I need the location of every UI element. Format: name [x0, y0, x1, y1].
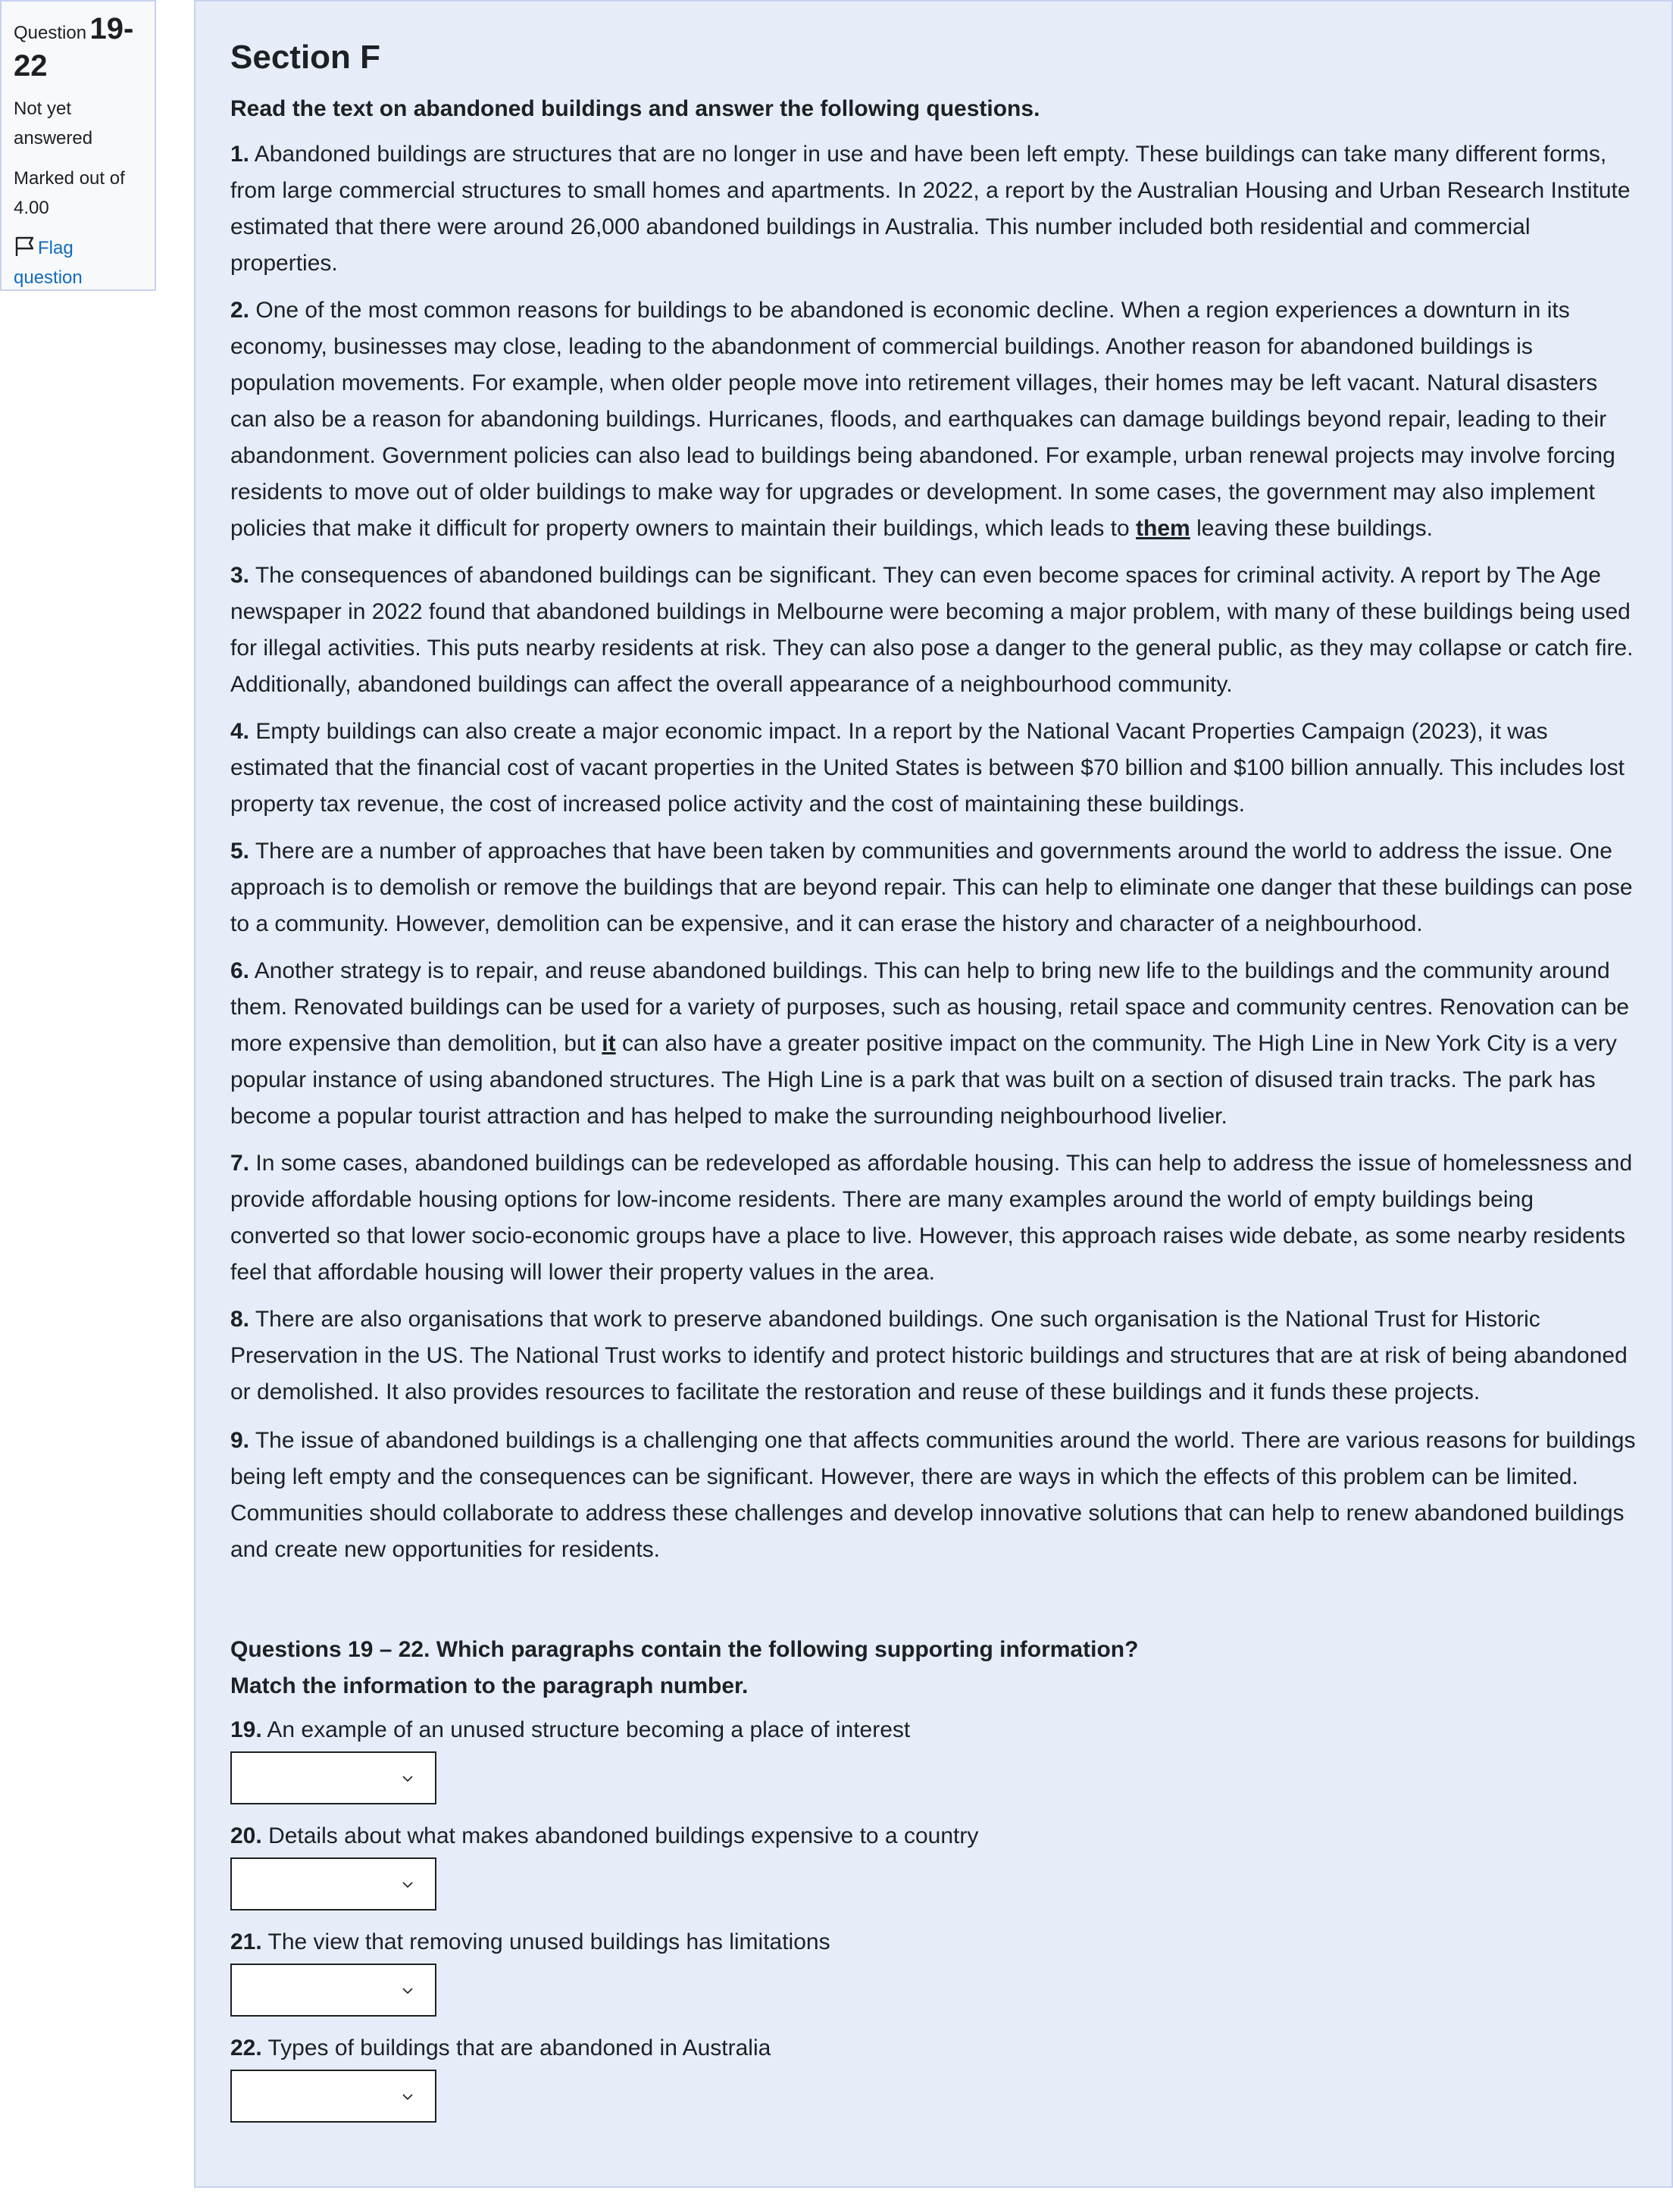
answer-select-19[interactable]: [230, 1751, 436, 1804]
section-title: Section F: [230, 39, 381, 76]
paragraph-text: There are also organisations that work to preserve abandoned buildings. One such organisation is the National Trust for Historic Preservation in the US. The National Trust works to identify and protect historic buildings and structures that are at risk of being abandoned or demolished. It also provides resources to facilitate the restoration and reuse of these buildings and it funds these projects.: [230, 1307, 1628, 1404]
paragraph-5: [230, 833, 1637, 942]
paragraph-1: [230, 136, 1637, 282]
question-text: The view that removing unused buildings has limitations: [267, 1929, 830, 1954]
question-prompt: [230, 1818, 1637, 1854]
paragraph-text: The consequences of abandoned buildings can be significant. They can even become spaces for criminal activity. A report by The Age newspaper in 2022 found that abandoned buildings in Melbourne were becoming a major problem, with many of these buildings being used for illegal activities. This puts nearby residents at risk. They can also pose a danger to the general public, as they may collapse or catch fire. Additionally, abandoned buildings can affect the overall appearance of a neighbourhood community.: [230, 563, 1634, 697]
paragraph-text: In some cases, abandoned buildings can be redeveloped as affordable housing. This can help to address the issue of homelessness and provide affordable housing options for low-income residents. There are many examples around the world of empty buildings being converted so that lower socio-economic groups have a place to live. However, this approach raises wide debate, as some nearby residents feel that affordable housing will lower their property values in the area.: [230, 1151, 1633, 1285]
reference-word: it: [602, 1031, 616, 1056]
question-prompt: [230, 1924, 1637, 1960]
answer-select-21[interactable]: [230, 1964, 436, 2017]
answer-select-20[interactable]: [230, 1857, 436, 1911]
flag-icon[interactable]: [14, 235, 36, 258]
question-text: An example of an unused structure becoming a place of interest: [267, 1717, 911, 1742]
paragraph-text-end: leaving these buildings.: [1190, 516, 1433, 541]
paragraph-text: Another strategy is to repair, and reuse abandoned buildings. This can help to bring new life to the buildings and the community around them. Renovated buildings can be used for a variety of purposes, such as housing, retail space and community centres. Renovation can be more expensive than demolition, but: [230, 958, 1630, 1056]
paragraph-text: Abandoned buildings are structures that are no longer in use and have been left empty. These buildings can take many different forms, from large commercial structures to small homes and apartments. In 2022, a report by the Australian Housing and Urban Research Institute estimated that there were around 26,000 abandoned buildings in Australia. This number included both residential and commercial properties.: [230, 142, 1631, 276]
paragraph-number: 9.: [230, 1428, 250, 1453]
paragraph-3: [230, 558, 1637, 703]
question-grade: Marked out of 4.00: [14, 168, 125, 218]
question-21: [230, 1924, 1637, 2017]
paragraph-text: The issue of abandoned buildings is a challenging one that affects communities around the world. There are various reasons for buildings being left empty and the consequences can be significant. However, there are ways in which the effects of this problem can be limited. Communities should collaborate to address these challenges and develop innovative solutions that can help to renew abandoned buildings and create new opportunities for residents.: [230, 1428, 1636, 1562]
paragraph-7: [230, 1145, 1637, 1291]
question-text: Details about what makes abandoned buildings expensive to a country: [268, 1823, 979, 1848]
paragraph-number: 3.: [230, 563, 250, 588]
chevron-down-icon[interactable]: [402, 2091, 414, 2103]
question-number: 20.: [230, 1823, 262, 1848]
paragraph-text-end: can also have a greater positive impact on the community. The High Line in New York City is a very popular instance of using abandoned structures. The High Line is a park that was built on a section of disused train tracks. The park has become a popular tourist attraction and has helped to make the surrounding neighbourhood livelier.: [230, 1031, 1617, 1129]
paragraph-6: [230, 953, 1637, 1135]
question-info-panel: [0, 0, 156, 291]
question-20: [230, 1818, 1637, 1911]
paragraph-2: [230, 292, 1637, 547]
paragraph-number: 2.: [230, 298, 250, 323]
chevron-down-icon[interactable]: [402, 1879, 414, 1891]
paragraph-text: There are a number of approaches that have been taken by communities and governments around the world to address the issue. One approach is to demolish or remove the buildings that are beyond repair. This can help to eliminate one danger that these buildings can pose to a community. However, demolition can be expensive, and it can erase the history and character of a neighbourhood.: [230, 839, 1633, 936]
question-number: [14, 14, 142, 88]
question-19: [230, 1712, 1637, 1804]
question-text: Types of buildings that are abandoned in Australia: [267, 2035, 771, 2060]
question-number: 21.: [230, 1929, 262, 1954]
paragraph-9: [230, 1423, 1637, 1568]
chevron-down-icon[interactable]: [402, 1773, 414, 1785]
questions-heading-line-2: Match the information to the paragraph number.: [230, 1673, 749, 1698]
answer-select-22[interactable]: [230, 2070, 436, 2123]
question-state: Not yet answered: [14, 98, 93, 148]
chevron-down-icon[interactable]: [402, 1985, 414, 1997]
reference-word: them: [1136, 516, 1190, 541]
questions-heading-line-1: Questions 19 – 22. Which paragraphs contain the following supporting information?: [230, 1637, 1139, 1662]
question-number-value: 19-22: [14, 12, 134, 83]
paragraph-number: 6.: [230, 958, 250, 983]
question-content: [194, 0, 1673, 2188]
paragraph-number: 5.: [230, 839, 250, 864]
paragraph-4: [230, 714, 1637, 823]
paragraph-number: 8.: [230, 1307, 250, 1332]
section-instruction: Read the text on abandoned buildings and answer the following questions.: [230, 96, 1040, 121]
question-prompt: [230, 1712, 1637, 1748]
question-label: Question: [14, 23, 87, 43]
paragraph-8: [230, 1301, 1637, 1423]
question-22: [230, 2030, 1637, 2123]
paragraph-number: 4.: [230, 719, 250, 744]
question-number: 22.: [230, 2035, 262, 2060]
question-number: 19.: [230, 1717, 262, 1742]
questions-heading: [230, 1632, 1637, 1704]
paragraph-number: 1.: [230, 142, 250, 167]
paragraph-text: One of the most common reasons for buildings to be abandoned is economic decline. When a region experiences a downturn in its economy, businesses may close, leading to the abandonment of commercial buildings. Another reason for abandoned buildings is population movements. For example, when older people move into retirement villages, their homes may be left vacant. Natural disasters can also be a reason for abandoning buildings. Hurricanes, floods, and earthquakes can damage buildings beyond repair, leading to their abandonment. Government policies can also lead to buildings being abandoned. For example, urban renewal projects may involve forcing residents to move out of older buildings to make way for upgrades or development. In some cases, the government may also implement policies that make it difficult for property owners to maintain their buildings, which leads to: [230, 298, 1615, 541]
paragraph-text: Empty buildings can also create a major economic impact. In a report by the National Vacant Properties Campaign (2023), it was estimated that the financial cost of vacant properties in the United States is between $70 billion and $100 billion annually. This includes lost property tax revenue, the cost of increased police activity and the cost of maintaining these buildings.: [230, 719, 1625, 817]
paragraph-number: 7.: [230, 1151, 250, 1176]
flag-question-link[interactable]: [14, 233, 142, 292]
flag-question-label[interactable]: Flag question: [14, 238, 83, 288]
question-prompt: [230, 2030, 1637, 2067]
